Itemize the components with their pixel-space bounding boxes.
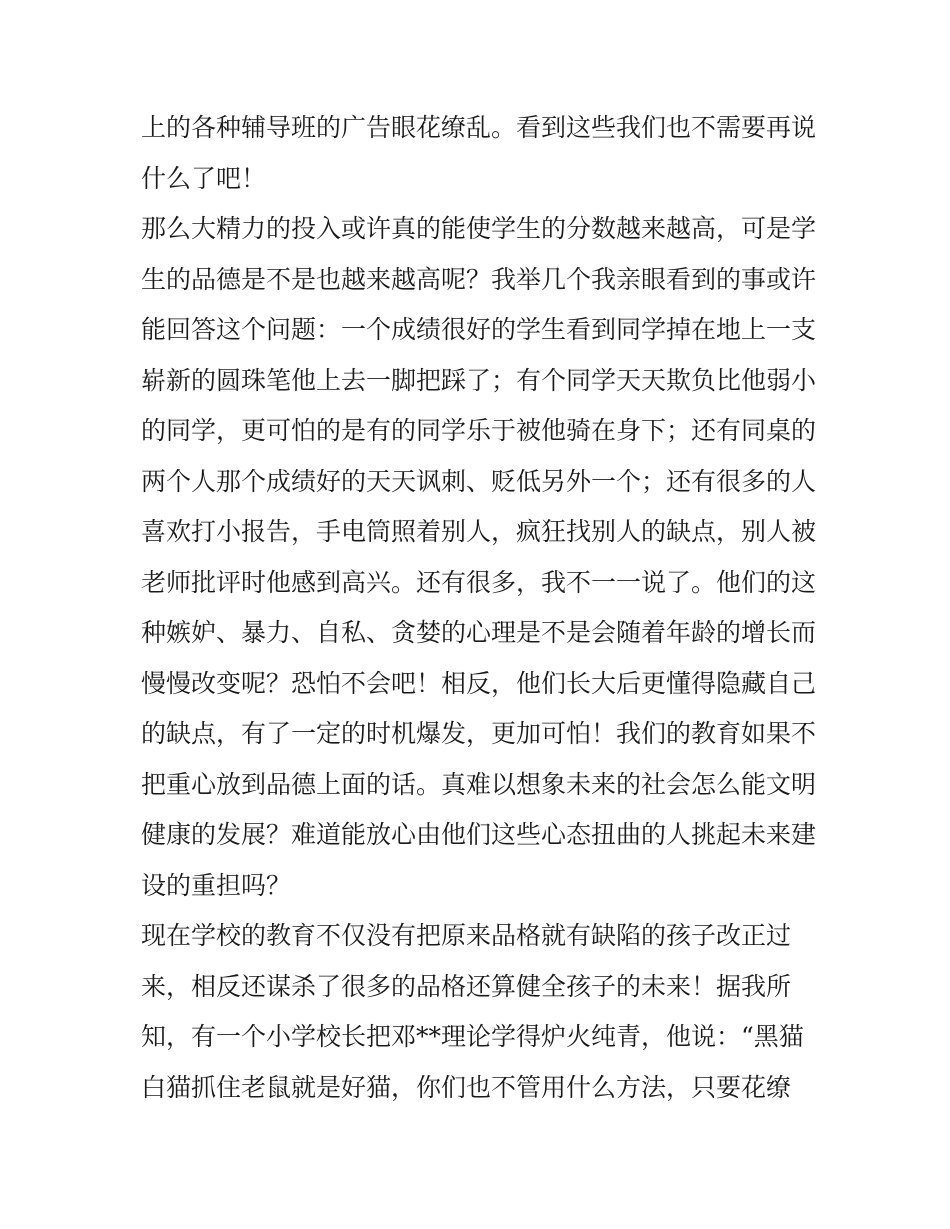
text-line: 什么了吧！ [141, 163, 267, 193]
text-line: 现在学校的教育不仅没有把原来品格就有缺陷的孩子改正过 [141, 921, 792, 950]
body-text [141, 103, 821, 1113]
text-line: 设的重担吗？ [141, 870, 292, 900]
text-line: 那么大精力的投入或许真的能使学生的分数越来越高，可是学 [141, 214, 817, 243]
text-line: 上的各种辅导班的广告眼花缭乱。看到这些我们也不需要再说 [141, 113, 817, 142]
text-line: 种嫉妒、暴力、自私、贪婪的心理是不是会随着年龄的增长而 [141, 618, 817, 647]
text-line: 两个人那个成绩好的天天讽刺、贬低另外一个；还有很多的人 [141, 466, 817, 496]
text-line: 喜欢打小报告，手电筒照着别人，疯狂找别人的缺点，别人被 [141, 517, 817, 546]
text-line: 把重心放到品德上面的话。真难以想象未来的社会怎么能文明 [141, 769, 817, 799]
text-line: 知，有一个小学校长把邓**理论学得炉火纯青，他说：“黑猫 [141, 1022, 804, 1051]
text-line: 的同学，更可怕的是有的同学乐于被他骑在身下；还有同桌的 [141, 416, 817, 445]
text-line: 的缺点，有了一定的时机爆发，更加可怕！我们的教育如果不 [141, 719, 817, 748]
text-line: 慢慢改变呢？恐怕不会吧！相反，他们长大后更懂得隐藏自己 [141, 668, 817, 698]
text-line: 老师批评时他感到高兴。还有很多，我不一一说了。他们的这 [141, 567, 817, 597]
text-line: 崭新的圆珠笔他上去一脚把踩了；有个同学天天欺负比他弱小 [141, 365, 817, 395]
text-line: 生的品德是不是也越来越高呢？我举几个我亲眼看到的事或许 [141, 264, 817, 294]
text-line: 来，相反还谋杀了很多的品格还算健全孩子的未来！据我所 [141, 971, 792, 1001]
text-line: 健康的发展？难道能放心由他们这些心态扭曲的人挑起未来建 [141, 820, 817, 849]
text-line: 白猫抓住老鼠就是好猫，你们也不管用什么方法，只要花缭 [141, 1072, 792, 1102]
text-line: 能回答这个问题：一个成绩很好的学生看到同学掉在地上一支 [141, 315, 817, 344]
